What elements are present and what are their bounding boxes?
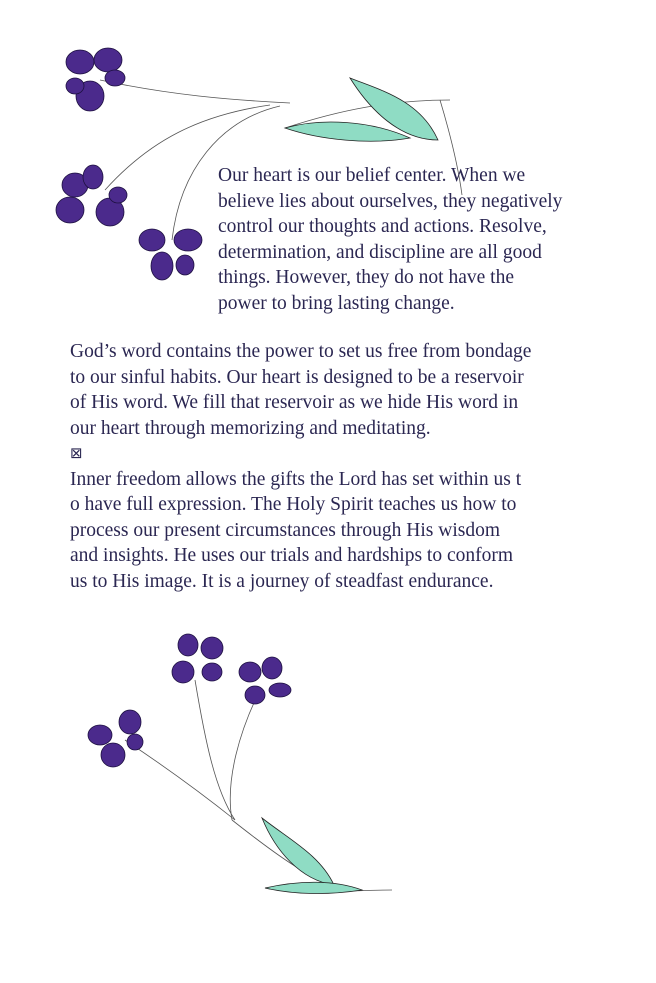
text-line: things. However, they do not have the	[218, 267, 514, 288]
paragraph-gods-word	[70, 339, 531, 594]
text-line: believe lies about ourselves, they negatively	[218, 190, 563, 212]
text-line: to our sinful habits. Our heart is designed to be a reservoir	[70, 366, 524, 388]
paragraph-belief-center	[218, 163, 562, 316]
text-line: process our present circumstances through His wisdom	[70, 519, 500, 541]
text-line: determination, and discipline are all good	[218, 241, 542, 263]
text-line: our heart through memorizing and meditating.	[70, 417, 431, 439]
missing-glyph-icon: ⊠	[70, 444, 83, 462]
text-line: o have full expression. The Holy Spirit teaches us how to	[70, 494, 517, 515]
violet-flowers	[88, 634, 291, 767]
text-line: God’s word contains the power to set us free from bondage	[70, 341, 532, 362]
leaf-icon	[262, 818, 362, 894]
text-line: Inner freedom allows the gifts the Lord has set within us t	[70, 468, 522, 490]
text-line: power to bring lasting change.	[218, 292, 455, 314]
text-line: control our thoughts and actions. Resolve,	[218, 216, 547, 237]
text-line: Our heart is our belief center. When we	[218, 165, 526, 186]
text-line: and insights. He uses our trials and hardships to conform	[70, 545, 514, 566]
text-line: of His word. We fill that reservoir as we hide His word in	[70, 392, 519, 413]
text-line: us to His image. It is a journey of steadfast endurance.	[70, 570, 494, 592]
